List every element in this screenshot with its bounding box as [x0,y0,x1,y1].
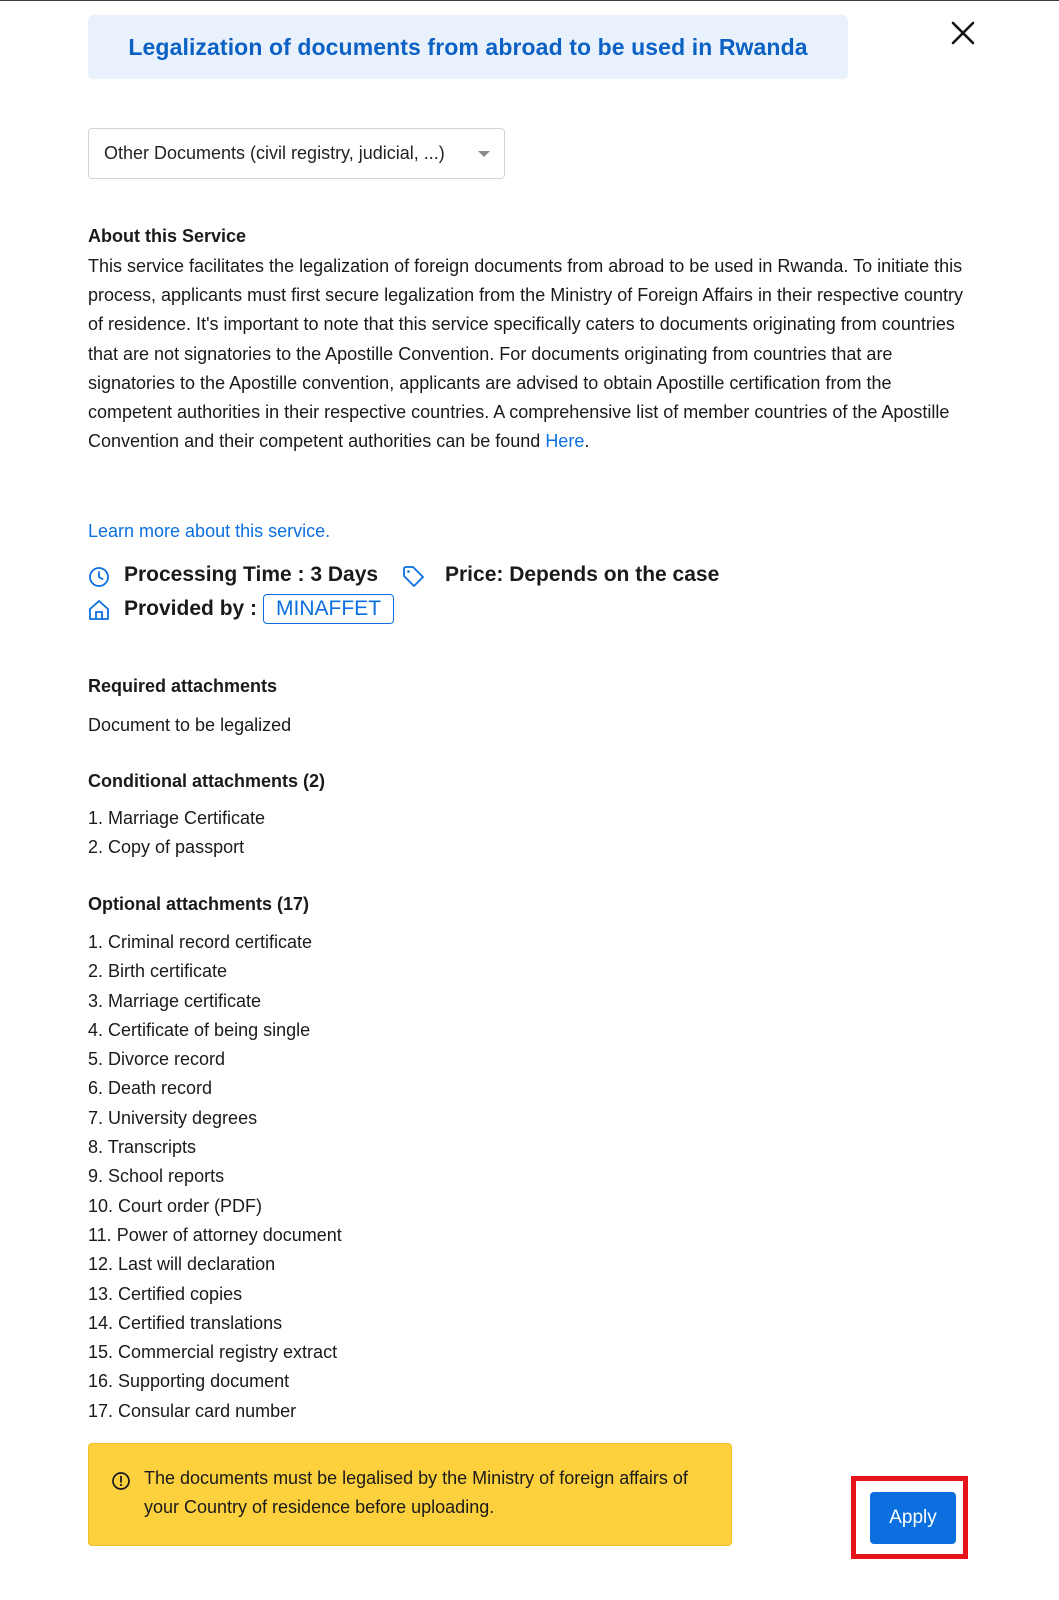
top-divider [0,0,1059,1]
about-description [88,252,973,456]
provided-by [124,594,394,624]
legalisation-warning [88,1443,732,1546]
list-item: 13. Certified copies [88,1283,243,1304]
optional-attachments-title: Optional attachments (17) [88,894,310,914]
learn-more-link[interactable]: Learn more about this service. [88,521,331,541]
price-text: Price: Depends on the case [445,563,720,586]
list-item: 10. Court order (PDF) [88,1195,263,1216]
home-icon [88,599,110,621]
provided-by-label: Provided by : [124,597,258,620]
about-heading: About this Service [88,226,247,246]
list-item: 15. Commercial registry extract [88,1342,338,1363]
apply-button[interactable]: Apply [870,1492,956,1544]
optional-attachments-list [88,928,342,1426]
list-item: 3. Marriage certificate [88,990,262,1011]
list-item: 6. Death record [88,1078,213,1099]
close-icon [948,18,978,48]
list-item: 12. Last will declaration [88,1254,276,1275]
list-item: 8. Transcripts [88,1137,197,1158]
list-item: 17. Consular card number [88,1400,297,1421]
list-item: 1. Marriage Certificate [88,808,266,828]
list-item: 2. Birth certificate [88,961,228,982]
document-type-select[interactable] [88,128,505,179]
about-text-period: . [584,431,590,452]
list-item: 2. Copy of passport [88,837,245,858]
list-item: 14. Certified translations [88,1312,283,1333]
warning-text: The documents must be legalised by the Ministry of foreign affairs of your Country of residence before uploading. [144,1468,688,1517]
processing-time [124,563,378,587]
list-item: 11. Power of attorney document [88,1224,342,1245]
price [445,563,719,587]
about-text: This service facilitates the legalization of foreign documents from abroad to be used in Rwanda. To initiate this process, applicants must first secure legalization from the Ministry of Foreign Affairs in their respective country of residence. It's important to note that this service specifically caters to documents originating from countries that are not signatories to the Apostille Convention. For documents originating from countries that are signatories to the Apostille convention, applicants are advised to obtain Apostille certification from the competent authorities in their respective countries. A comprehensive list of member countries of the Apostille Convention and their competent authorities can be found [88,256,964,452]
price-tag-icon [402,566,426,588]
list-item: 5. Divorce record [88,1049,226,1070]
required-attachments-title: Required attachments [88,676,278,696]
modal-title-banner [88,15,848,79]
list-item: 7. University degrees [88,1107,258,1128]
alert-circle-icon [111,1471,131,1491]
conditional-attachments-title: Conditional attachments (2) [88,771,326,791]
list-item: 9. School reports [88,1166,225,1187]
processing-time-text: Processing Time : 3 Days [124,563,379,586]
provider-badge[interactable]: MINAFFET [263,594,394,624]
apostille-here-link[interactable]: Here [545,431,585,452]
required-attachment-item: Document to be legalized [88,715,292,735]
list-item: 16. Supporting document [88,1371,290,1392]
clock-icon [88,566,110,588]
list-item: 4. Certificate of being single [88,1019,311,1040]
close-button[interactable] [948,18,978,48]
conditional-attachments-list [88,804,265,863]
document-type-selected-value: Other Documents (civil registry, judicial, ...) [104,143,445,163]
chevron-down-icon [478,151,490,157]
modal-title: Legalization of documents from abroad to be used in Rwanda [128,33,808,60]
list-item: 1. Criminal record certificate [88,932,313,952]
